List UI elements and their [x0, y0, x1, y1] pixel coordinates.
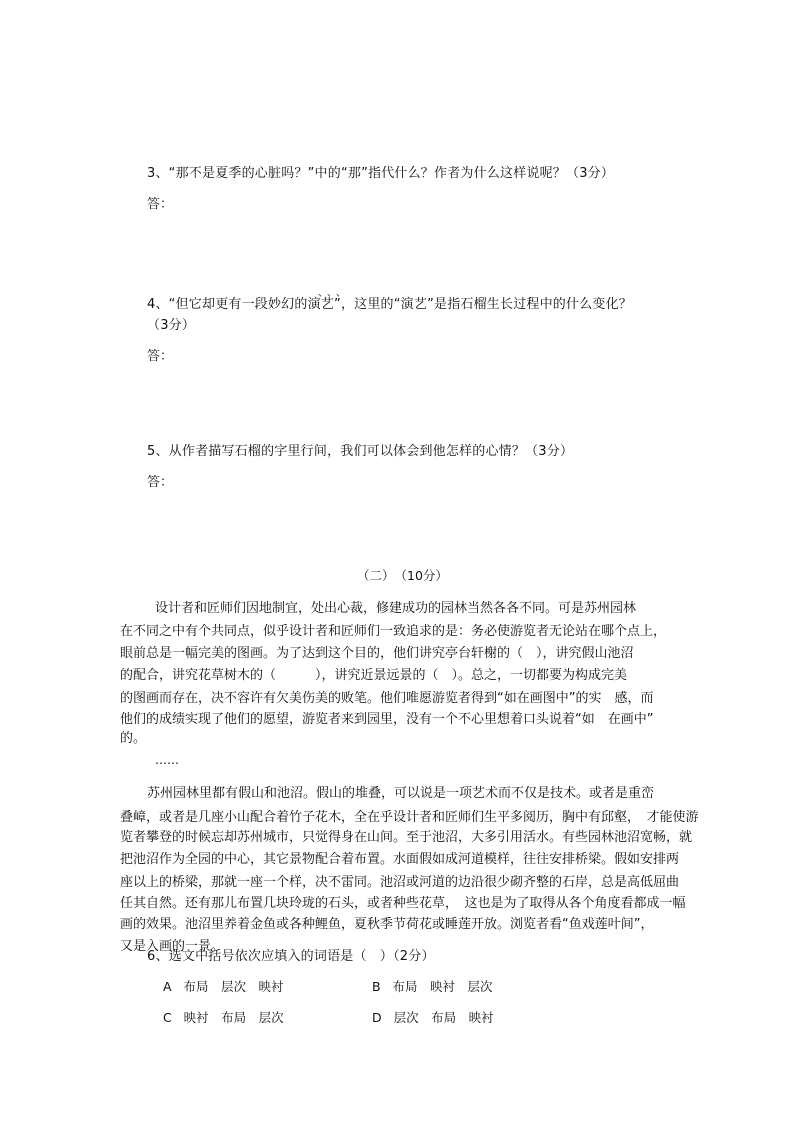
paragraph-2-line: 苏州园林里都有假山和池沼。假山的堆叠，可以说是一项艺术而不仅是技术。或者是重峦	[147, 786, 655, 801]
option-letter: D	[372, 1010, 382, 1025]
option-d	[372, 1008, 494, 1026]
paragraph-1-line: 的。	[120, 731, 147, 746]
question-4-line-2: （3分）	[147, 318, 196, 333]
option-a	[163, 977, 284, 995]
answer-label-4: 答：	[147, 349, 174, 364]
paragraph-1-line: 的图画而存在，决不容许有欠美伤美的败笔。他们唯愿游览者得到“如在画图中”的实 感，而	[120, 691, 654, 706]
emphasis-dots: 、、、	[318, 288, 350, 299]
ellipsis: ……	[155, 753, 179, 767]
option-words: 布局 层次 映衬	[183, 979, 284, 994]
paragraph-2-line: 画的效果。池沼里养着金鱼或各种鲤鱼，夏秋季节荷花或睡莲开放。浏览者看“鱼戏莲叶间”，	[120, 917, 654, 932]
paragraph-1-line: 设计者和匠师们因地制宜，处出心裁，修建成功的园林当然各各不同。可是苏州园林	[155, 601, 637, 616]
question-6: 6、选文中括号依次应填入的词语是（ ）（2分）	[147, 949, 435, 964]
option-letter: B	[372, 979, 381, 994]
question-3: 3、“那不是夏季的心脏吗？”中的“那”指代什么？作者为什么这样说呢？（3分）	[147, 166, 615, 181]
paragraph-2-line: 任其自然。还有那儿布置几块玲珑的石头，或者种些花草， 这也是为了取得从各个角度看都成一幅	[120, 896, 686, 911]
option-words: 布局 映衬 层次	[392, 979, 493, 994]
paragraph-1-line: 他们的成绩实现了他们的愿望，游览者来到园里，没有一个不心里想着口头说着“如 在画中”	[120, 712, 654, 727]
paragraph-1-line: 在不同之中有个共同点，似乎设计者和匠师们一致追求的是：务必使游览者无论站在哪个点上，	[120, 624, 667, 639]
option-b	[372, 977, 493, 995]
paragraph-2-line: 览者攀登的时候忘却苏州城市，只觉得身在山间。至于池沼，大多引用活水。有些园林池沼宽畅，就	[120, 830, 693, 845]
answer-label-3: 答：	[147, 197, 174, 212]
answer-label-5: 答：	[147, 475, 174, 490]
paragraph-1-line: 眼前总是一幅完美的图画。为了达到这个目的，他们讲究亭台轩榭的（ ），讲究假山池沼	[120, 646, 634, 661]
paragraph-2-line: 又是入画的一景。	[120, 939, 225, 954]
option-c	[163, 1008, 284, 1026]
section-title: （二） （10分）	[357, 568, 448, 583]
paragraph-1-line: 的配合，讲究花草树木的（ ），讲究近景远景的（ ）。总之，一切都要为构成完美	[120, 668, 628, 683]
question-4-line-1: 4、“但它却更有一段妙幻的演艺”，这里的“演艺”是指石榴生长过程中的什么变化？	[147, 297, 633, 312]
option-words: 映衬 布局 层次	[183, 1010, 284, 1025]
paragraph-2-line: 座以上的桥梁，那就一座一个样，决不雷同。池沼或河道的边沿很少砌齐整的石岸，总是高低屈曲	[120, 875, 680, 890]
option-letter: C	[163, 1010, 172, 1025]
paragraph-2-line: 叠嶂，或者是几座小山配合着竹子花木，全在乎设计者和匠师们生平多阅历，胸中有邱壑， 才能使游	[120, 810, 699, 825]
question-5: 5、从作者描写石榴的字里行间，我们可以体会到他怎样的心情？（3分）	[147, 444, 574, 459]
option-letter: A	[163, 979, 172, 994]
option-words: 层次 布局 映衬	[393, 1010, 494, 1025]
paragraph-2-line: 把池沼作为全园的中心，其它景物配合着布置。水面假如成河道模样，往往安排桥梁。假如安排两	[120, 852, 680, 867]
